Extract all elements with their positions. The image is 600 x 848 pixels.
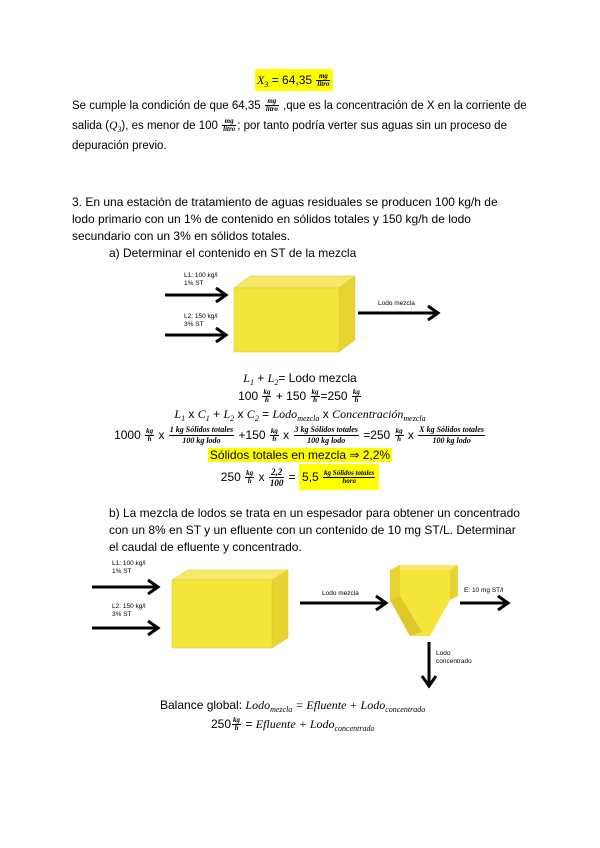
- arrow-l2: [165, 328, 226, 342]
- balance-numeric-eq: 250 $\frac{kg}{h}$ = Efluente + Lodo$_{concentrado}$: [211, 716, 375, 733]
- mixing-tank-b: [172, 570, 288, 648]
- x3-variable: X: [257, 73, 265, 87]
- result-percentage-row: [0, 447, 600, 463]
- part-b-question-cont: con un 8% en ST y un efluente con un contenido de 10 mg ST/L. Determinar el caudal de efluente y concentrado.: [109, 523, 516, 554]
- arrow-effluent: [460, 596, 508, 610]
- arrow-mix-b: [300, 596, 386, 610]
- arrow-l1: [165, 288, 226, 302]
- concentrate-label: Lodo concentrado: [436, 650, 472, 665]
- arrow-output: [358, 306, 438, 320]
- diagram-thickener: [88, 560, 518, 690]
- eq-solids-balance: $L_1$ x $C_1 + L_2$ x $C_2$ = Lodo$_{mezcla}$ x Concentración$_{mezcla}$: [174, 407, 426, 423]
- thickener-tank: [390, 565, 458, 636]
- eq-solids-flow: 250 $\frac{kg}{h}$ x $\frac{2,2}{100}$ = 5,5 $\frac{\text{kg Sólidos totales}}{\text{hora}}$: [0, 464, 600, 490]
- effluent-label: E: 10 mg ST/l: [464, 587, 504, 594]
- l1-label-b: L1: 100 kg/l 1% ST: [112, 560, 146, 575]
- x3-unit: $\frac{mg}{\text{litro}}$: [317, 72, 330, 89]
- diagram-mixing: [160, 268, 460, 358]
- balance-global-eq: Balance global: Lodo$_{mezcla}$ = Efluente + Lodo$_{concentrado}$: [160, 698, 426, 714]
- paragraph-condition: Se cumple la condición de que 64,35 $\frac{mg}{\text{litro}}$ ,que es la concentración de X en la corriente de salida $(Q_3)$, es menor de 100 $\frac{mg}{\text{litro}}$ ; por tanto podría verter sus aguas sin un proceso de depuración previo.: [72, 97, 527, 152]
- solids-flow-result: 5,5 $\frac{\text{kg Sólidos totales}}{\text{hora}}$: [299, 464, 379, 490]
- arrow-l2-b: [92, 621, 158, 635]
- part-a-question: a) Determinar el contenido en ST de la mezcla: [109, 246, 357, 260]
- l2-label-b: L2: 150 kg/l 3% ST: [112, 603, 146, 618]
- mixing-tank: [234, 276, 355, 352]
- arrow-concentrate: [422, 642, 436, 686]
- part-b-question: b) La mezcla de lodos se trata en un espesador para obtener un concentrado: [109, 506, 520, 520]
- eq-flow-sum: 100 $\frac{kg}{h}$ + 150 $\frac{kg}{h}$ =250 $\frac{kg}{h}$: [238, 388, 360, 405]
- arrow-l1-b: [92, 580, 158, 594]
- l2-label: L2: 150 kg/l 3% ST: [184, 313, 218, 328]
- eq-mass-balance: $L_1 + L_2=$ Lodo mezcla: [243, 371, 357, 387]
- diagram-thickener-svg: [88, 560, 518, 690]
- problem-3-statement: 3. En una estación de tratamiento de aguas residuales se producen 100 kg/h de lodo primario con un 1% de contenido en sólidos totales y 150 kg/h de lodo secundario con un 3% en sólidos totales.: [72, 195, 498, 243]
- x3-value: = 64,35: [271, 73, 313, 87]
- l1-label: L1: 100 kg/l 1% ST: [184, 272, 218, 287]
- mix-label: Lodo mezcla: [378, 300, 415, 307]
- result-percentage: Sólidos totales en mezcla ⇒ 2,2%: [209, 448, 391, 462]
- eq-solids-numeric: 1000 $\frac{kg}{h}$ x $\frac{\text{1 kg Sólidos totales}}{\text{100 kg lodo}}$ +150 $\frac{kg}{h}$ x $\frac{\text{3 kg Sólidos totales}}{\text{100 kg lodo}}$ =250 $\frac{kg}{h}$ x $\frac{\text{X kg Sólidos totales}}{\text{100 kg lodo}}$: [114, 425, 484, 446]
- mix-label-b: Lodo mezcla: [322, 590, 359, 597]
- x3-result-equation: $X_3 = 64,35$ $\frac{mg}{\text{litro}}$: [255, 69, 333, 91]
